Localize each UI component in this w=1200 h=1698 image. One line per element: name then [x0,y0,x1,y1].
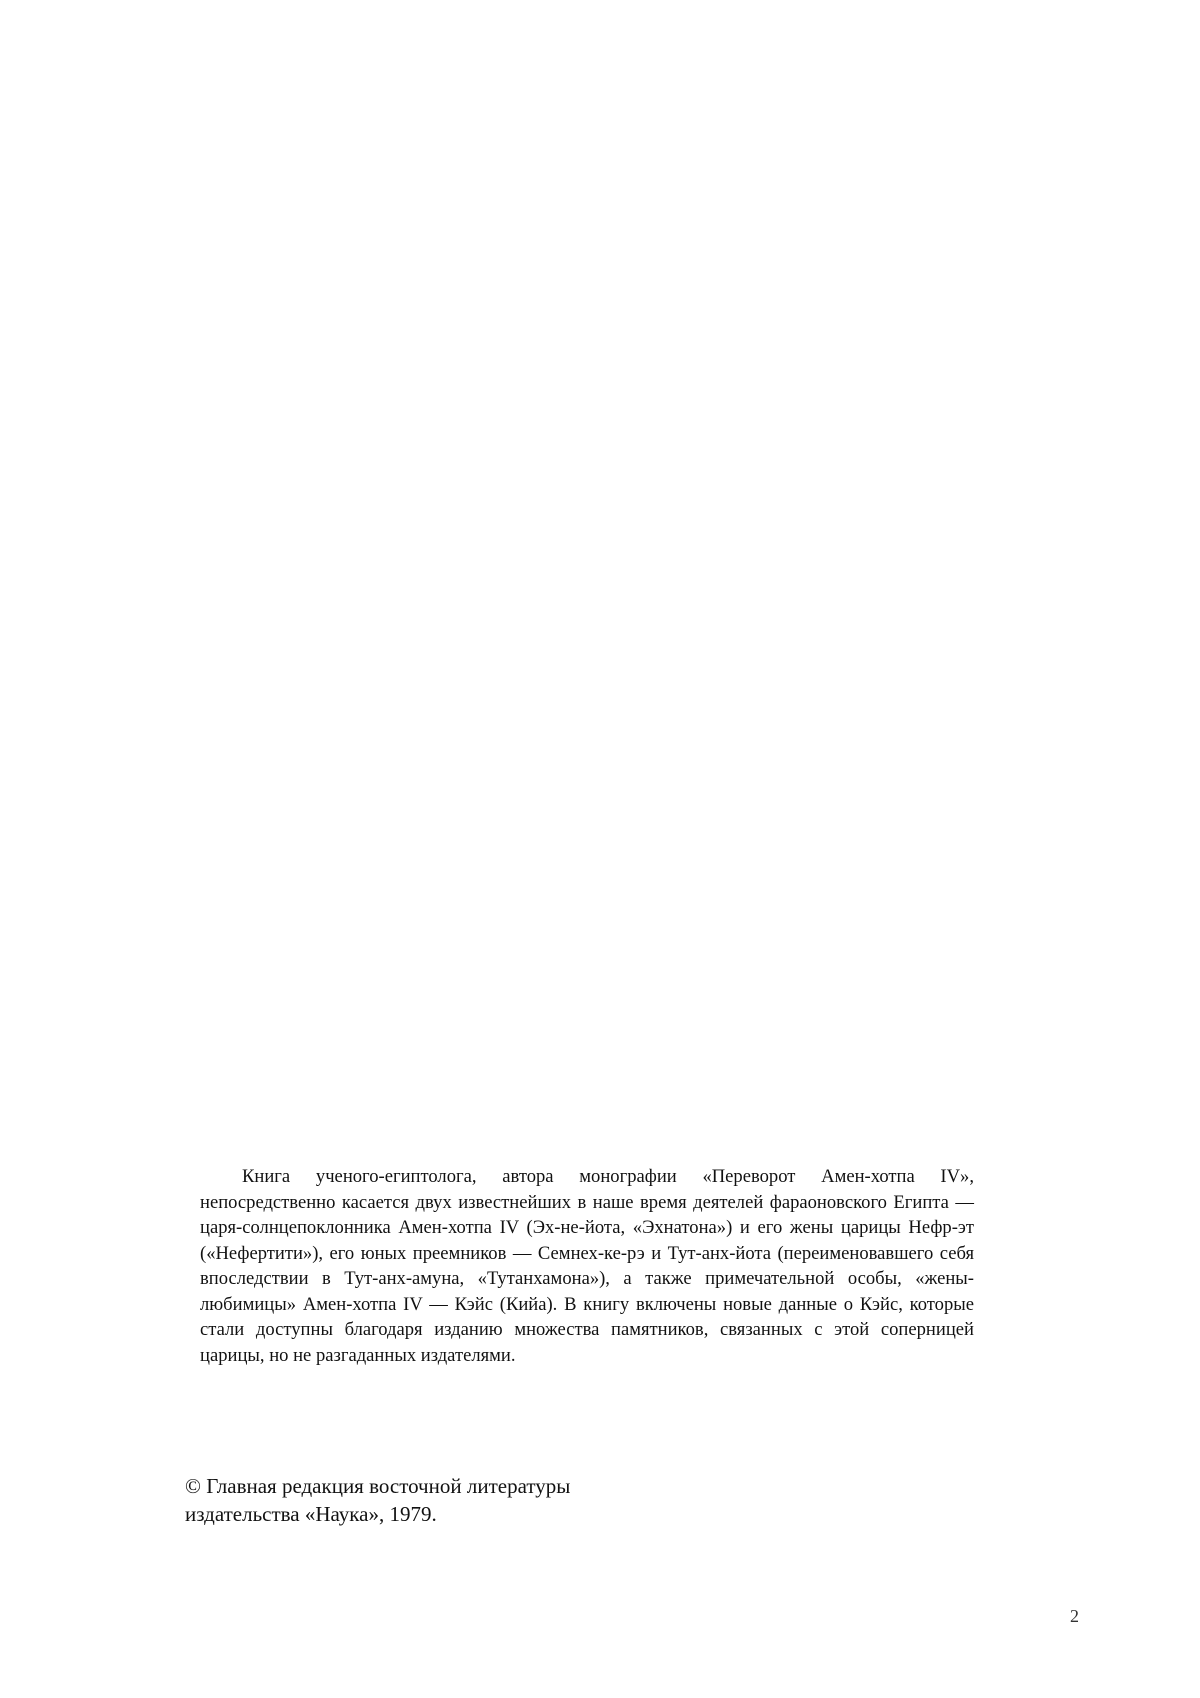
copyright-notice [185,1472,885,1528]
copyright-line-2: издательства «Наука», 1979. [185,1502,437,1526]
copyright-line-1: © Главная редакция восточной литературы [185,1474,571,1498]
page-number: 2 [1070,1606,1079,1626]
book-annotation: Книга ученого-египтолога, автора монографии «Переворот Амен-хотпа IV», непосредственно касается двух известнейших в наше время деятелей фараоновского Египта — царя-солнцепоклонника Амен-хотпа IV (Эх-не-йота, «Эхнатона») и его жены царицы Нефр-эт («Нефертити»), его юных преемников — Семнех-ке-рэ и Тут-анх-йота (переименовавшего себя впоследствии в Тут-анх-амуна, «Тутанхамона»), а также примечательной особы, «жены-любимицы» Амен-хотпа IV — Кэйс (Кийа). В книгу включены новые данные о Кэйс, которые стали доступны благодаря изданию множества памятников, связанных с этой соперницей царицы, но не разгаданных издателями. [200,1166,974,1366]
